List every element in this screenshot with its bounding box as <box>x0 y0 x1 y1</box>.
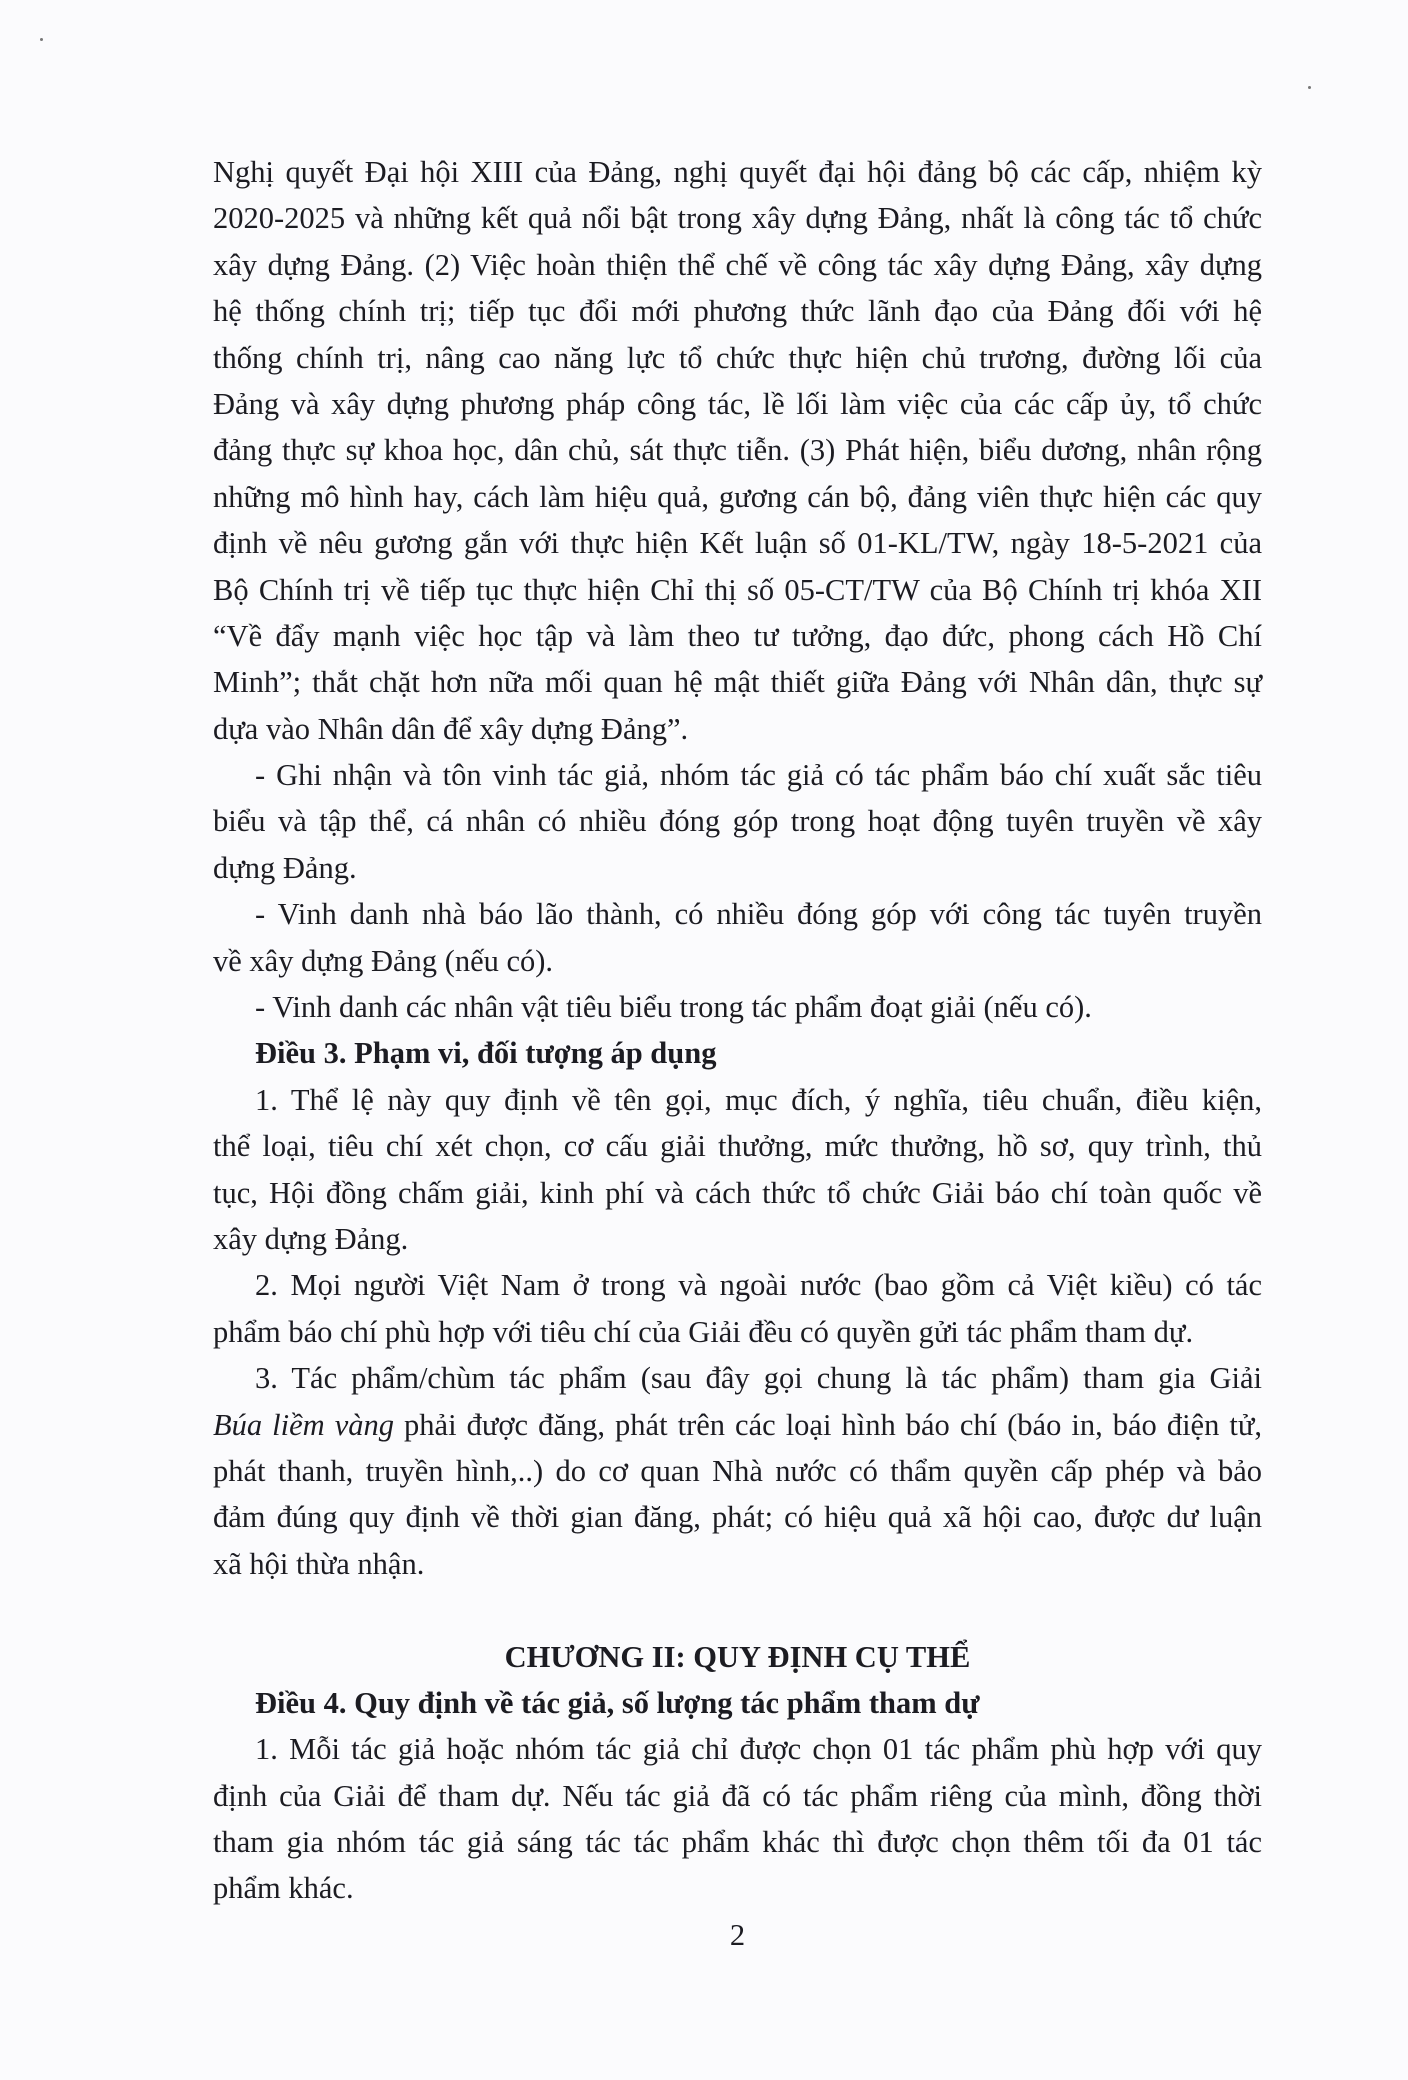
text-line: - Ghi nhận và tôn vinh tác giả, nhóm tác giả có tác phẩm báo chí xuất sắc tiêu <box>255 758 1262 793</box>
scan-speck <box>1308 86 1311 89</box>
article-heading: Điều 4. Quy định về tác giả, số lượng tác phẩm tham dự <box>255 1685 980 1720</box>
text-line: 1. Thể lệ này quy định về tên gọi, mục đích, ý nghĩa, tiêu chuẩn, điều kiện, <box>255 1082 1262 1117</box>
text-line: thống chính trị, nâng cao năng lực tổ chức thực hiện chủ trương, đường lối của <box>213 340 1262 375</box>
text-line: 3. Tác phẩm/chùm tác phẩm (sau đây gọi chung là tác phẩm) tham gia Giải <box>255 1361 1262 1396</box>
italic-award-name: Búa liềm vàng <box>213 1407 395 1442</box>
text-line: phẩm báo chí phù hợp với tiêu chí của Giải đều có quyền gửi tác phẩm tham dự. <box>213 1314 1194 1349</box>
text-line: xây dựng Đảng. <box>213 1221 409 1256</box>
text-line: - Vinh danh nhà báo lão thành, có nhiều đóng góp với công tác tuyên truyền <box>255 897 1262 932</box>
text-line: đảm đúng quy định về thời gian đăng, phát; có hiệu quả xã hội cao, được dư luận <box>213 1500 1262 1535</box>
text-line: biểu và tập thể, cá nhân có nhiều đóng góp trong hoạt động tuyên truyền về xây <box>213 804 1262 839</box>
text-line: về xây dựng Đảng (nếu có). <box>213 943 554 978</box>
chapter-heading: CHƯƠNG II: QUY ĐỊNH CỤ THỂ <box>504 1639 971 1674</box>
text-line: định của Giải để tham dự. Nếu tác giả đã có tác phẩm riêng của mình, đồng thời <box>213 1778 1262 1813</box>
text-line: Minh”; thắt chặt hơn nữa mối quan hệ mật thiết giữa Đảng với Nhân dân, thực sự <box>213 665 1262 700</box>
text-line: phẩm khác. <box>213 1871 354 1906</box>
document-page <box>213 149 1262 1958</box>
text-line: phát thanh, truyền hình,..) do cơ quan Nhà nước có thẩm quyền cấp phép và bảo <box>213 1453 1262 1488</box>
text-line-rest: phải được đăng, phát trên các loại hình báo chí (báo in, báo điện tử, <box>394 1407 1262 1442</box>
article-heading: Điều 3. Phạm vi, đối tượng áp dụng <box>255 1036 717 1071</box>
text-line: Nghị quyết Đại hội XIII của Đảng, nghị quyết đại hội đảng bộ các cấp, nhiệm kỳ <box>213 155 1262 189</box>
text-line: dựa vào Nhân dân để xây dựng Đảng”. <box>213 711 689 746</box>
text-line: “Về đẩy mạnh việc học tập và làm theo tư tưởng, đạo đức, phong cách Hồ Chí <box>213 618 1262 653</box>
text-line: 2020-2025 và những kết quả nổi bật trong xây dựng Đảng, nhất là công tác tổ chức <box>213 201 1262 236</box>
text-line: tục, Hội đồng chấm giải, kinh phí và cách thức tổ chức Giải báo chí toàn quốc về <box>213 1175 1262 1210</box>
text-line: đảng thực sự khoa học, dân chủ, sát thực tiễn. (3) Phát hiện, biểu dương, nhân rộng <box>213 433 1262 468</box>
text-line: 2. Mọi người Việt Nam ở trong và ngoài nước (bao gồm cả Việt kiều) có tác <box>255 1268 1262 1303</box>
scan-speck <box>40 38 43 41</box>
text-line: hệ thống chính trị; tiếp tục đổi mới phương thức lãnh đạo của Đảng đối với hệ <box>213 294 1262 329</box>
text-line: tham gia nhóm tác giả sáng tác tác phẩm khác thì được chọn thêm tối đa 01 tác <box>213 1825 1262 1860</box>
text-line: xã hội thừa nhận. <box>213 1546 425 1581</box>
page-number: 2 <box>729 1917 746 1952</box>
blank-line <box>213 1587 1262 1633</box>
text-line: Bộ Chính trị về tiếp tục thực hiện Chỉ thị số 05-CT/TW của Bộ Chính trị khóa XII <box>213 572 1262 607</box>
text-line: những mô hình hay, cách làm hiệu quả, gương cán bộ, đảng viên thực hiện các quy <box>213 479 1262 514</box>
text-line: dựng Đảng. <box>213 850 357 885</box>
text-line: định về nêu gương gắn với thực hiện Kết luận số 01-KL/TW, ngày 18-5-2021 của <box>213 526 1262 561</box>
text-line: 1. Mỗi tác giả hoặc nhóm tác giả chỉ được chọn 01 tác phẩm phù hợp với quy <box>255 1732 1262 1767</box>
text-line: xây dựng Đảng. (2) Việc hoàn thiện thể chế về công tác xây dựng Đảng, xây dựng <box>213 247 1262 282</box>
text-line <box>213 1402 1262 1448</box>
text-line: - Vinh danh các nhân vật tiêu biểu trong tác phẩm đoạt giải (nếu có). <box>255 990 1092 1025</box>
text-line: thể loại, tiêu chí xét chọn, cơ cấu giải thưởng, mức thưởng, hồ sơ, quy trình, thủ <box>213 1129 1262 1164</box>
text-line: Đảng và xây dựng phương pháp công tác, lề lối làm việc của các cấp ủy, tổ chức <box>213 386 1262 421</box>
